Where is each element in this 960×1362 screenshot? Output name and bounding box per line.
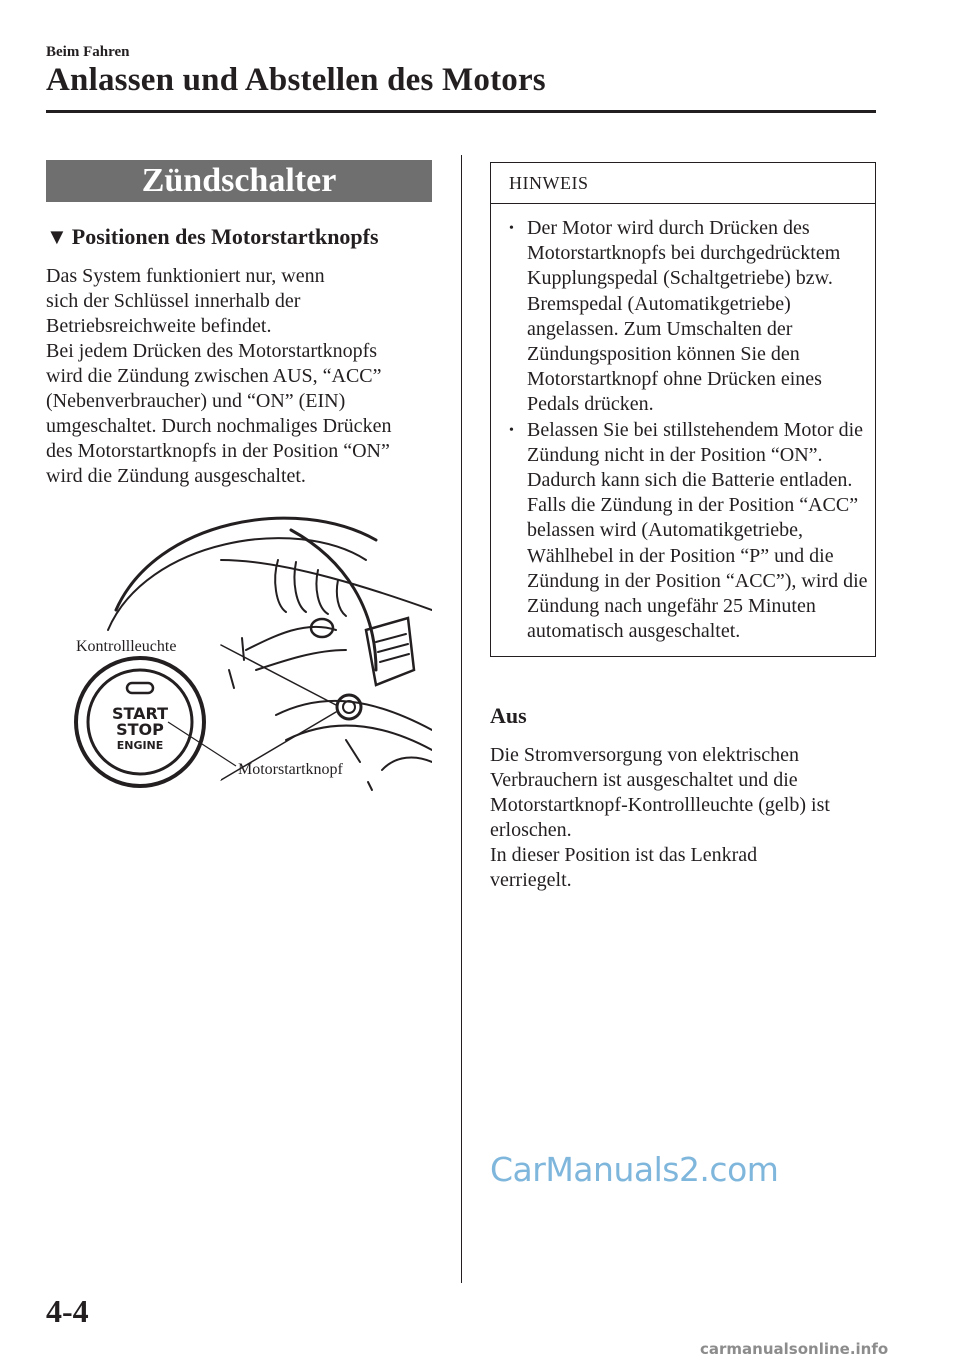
indicator-light-icon xyxy=(127,683,153,693)
note-heading: HINWEIS xyxy=(491,163,875,204)
page-title: Anlassen und Abstellen des Motors xyxy=(46,62,546,98)
subheading-text: Positionen des Motorstartknopfs xyxy=(71,224,379,249)
footer-url: carmanualsonline.info xyxy=(700,1340,889,1358)
triangle-down-icon: ▼ xyxy=(46,224,68,249)
start-stop-button-closeup xyxy=(76,658,204,786)
button-text-stop: STOP xyxy=(116,720,164,739)
left-column xyxy=(46,160,432,489)
button-text-engine: ENGINE xyxy=(116,739,164,752)
text-line: In dieser Position ist das Lenkrad xyxy=(490,844,758,867)
dash-start-button xyxy=(337,695,361,719)
note-item: • Der Motor wird durch Drücken des Motorstartknopfs bei durchgedrücktem Kupplungspedal (Schaltgetriebe) bzw. Bremspedal (Automatikgetriebe) angelassen. Zum Umschalten der Zündungsposition können Sie den Motorstartknopf ohne Drücken eines Pedals drücken. xyxy=(503,216,869,418)
column-divider xyxy=(461,155,462,1283)
watermark: CarManuals2.com xyxy=(490,1150,779,1189)
text-line: Die Stromversorgung von elektrischen xyxy=(490,744,800,767)
note-item: • Belassen Sie bei stillstehendem Motor die Zündung nicht in der Position “ON”. Dadurch kann sich die Batterie entladen. Falls die Zündung in der Position “ACC” belassen wird (Automatikgetriebe, Wählhebel in der Position “P” und die Zündung in der Position “ACC”), wird die Zündung nach ungefähr 25 Minuten automatisch ausgeschaltet. xyxy=(503,418,869,645)
text-line: umgeschaltet. Durch nochmaliges Drücken xyxy=(46,415,392,437)
section-banner: Zündschalter xyxy=(46,160,432,202)
subheading xyxy=(46,224,432,250)
text-line: (Nebenverbraucher) und “ON” (EIN) xyxy=(46,390,346,412)
note-box xyxy=(490,162,876,657)
text-line: erloschen. xyxy=(490,819,572,842)
text-line: Verbrauchern ist ausgeschaltet und die xyxy=(490,769,798,792)
dashboard-illustration xyxy=(46,500,432,800)
aus-heading: Aus xyxy=(490,703,527,729)
text-line: Das System funktioniert nur, wenn xyxy=(46,265,325,287)
right-column xyxy=(490,162,876,893)
title-rule xyxy=(46,110,876,113)
note-list xyxy=(491,204,875,656)
button-text-start: START xyxy=(111,704,169,723)
intro-paragraph xyxy=(46,264,432,489)
text-line: Bei jedem Drücken des Motorstartknopfs xyxy=(46,340,378,362)
text-line: wird die Zündung zwischen AUS, “ACC” xyxy=(46,365,382,387)
aus-paragraph xyxy=(490,743,876,893)
text-line: wird die Zündung ausgeschaltet. xyxy=(46,465,306,487)
steering-wheel-rim-right xyxy=(291,530,376,670)
label-indicator: Kontrollleuchte xyxy=(76,638,177,655)
text-line: Motorstartknopf-Kontrollleuchte (gelb) ist xyxy=(490,794,830,817)
text-line: des Motorstartknopfs in der Position “ON” xyxy=(46,440,390,462)
chapter-label: Beim Fahren xyxy=(46,44,130,60)
text-line: Betriebsreichweite befindet. xyxy=(46,315,272,337)
page-number: 4-4 xyxy=(46,1293,89,1329)
text-line: verriegelt. xyxy=(490,869,572,892)
label-start-button: Motorstartknopf xyxy=(238,761,343,778)
text-line: sich der Schlüssel innerhalb der xyxy=(46,290,301,312)
